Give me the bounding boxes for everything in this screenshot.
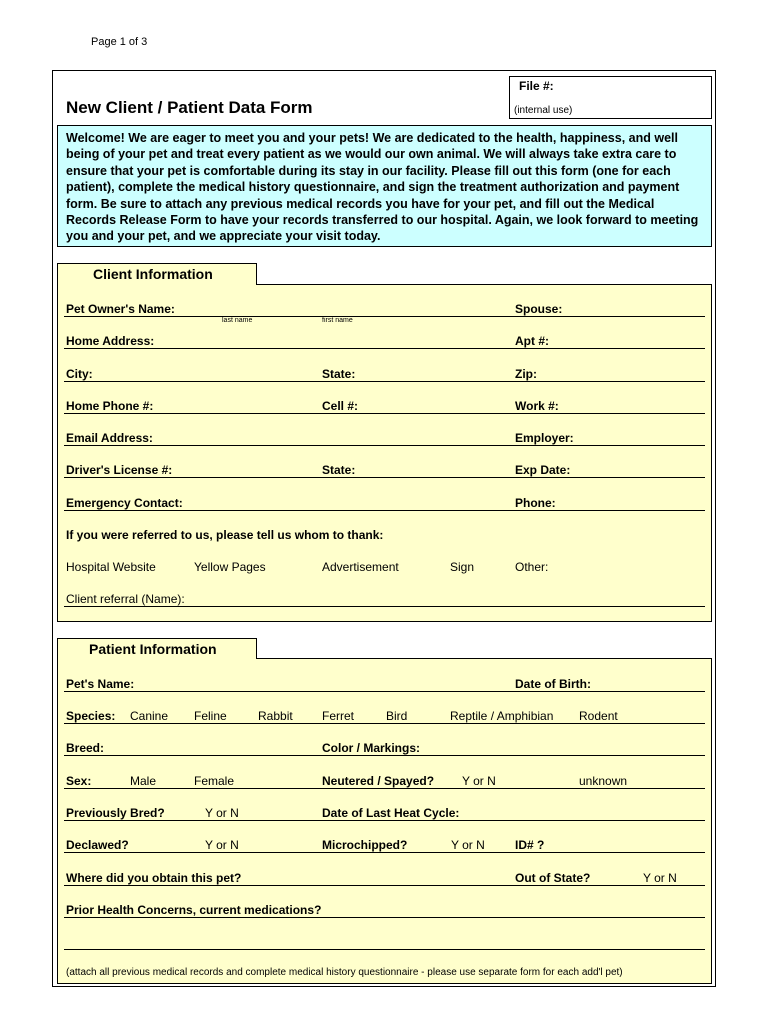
color-label: Color / Markings: bbox=[322, 741, 421, 755]
species-rodent[interactable]: Rodent bbox=[579, 709, 618, 723]
emergency-contact-label: Emergency Contact: bbox=[66, 496, 183, 510]
client-heading: Client Information bbox=[93, 266, 213, 282]
species-bird[interactable]: Bird bbox=[386, 709, 408, 723]
client-referral-label: Client referral (Name): bbox=[66, 592, 185, 606]
emergency-contact-field[interactable] bbox=[64, 510, 705, 511]
microchipped-label: Microchipped? bbox=[322, 838, 408, 852]
referral-option-yellow-pages[interactable]: Yellow Pages bbox=[194, 560, 266, 574]
referral-option-sign[interactable]: Sign bbox=[450, 560, 475, 574]
referral-option-website[interactable]: Hospital Website bbox=[66, 560, 156, 574]
file-number-box[interactable] bbox=[509, 76, 712, 119]
referral-option-other[interactable]: Other: bbox=[515, 560, 549, 574]
heat-cycle-label: Date of Last Heat Cycle: bbox=[322, 806, 460, 820]
prev-bred-field[interactable] bbox=[64, 820, 705, 821]
referral-question: If you were referred to us, please tell us whom to thank: bbox=[66, 528, 384, 542]
drivers-license-label: Driver's License #: bbox=[66, 463, 173, 477]
species-field[interactable] bbox=[64, 723, 705, 724]
exp-date-label: Exp Date: bbox=[515, 463, 571, 477]
home-address-label: Home Address: bbox=[66, 334, 155, 348]
breed-field[interactable] bbox=[64, 755, 705, 756]
drivers-license-field[interactable] bbox=[64, 477, 705, 478]
owner-name-field[interactable] bbox=[64, 316, 705, 317]
owner-name-label: Pet Owner's Name: bbox=[66, 302, 175, 316]
sex-male[interactable]: Male bbox=[130, 774, 157, 788]
neutered-unknown[interactable]: unknown bbox=[579, 774, 628, 788]
first-name-caption: first name bbox=[322, 317, 353, 324]
page-number: Page 1 of 3 bbox=[91, 36, 148, 48]
referral-option-advertisement[interactable]: Advertisement bbox=[322, 560, 399, 574]
employer-label: Employer: bbox=[515, 431, 574, 445]
home-address-field[interactable] bbox=[64, 348, 705, 349]
species-label: Species: bbox=[66, 709, 116, 723]
obtain-field[interactable] bbox=[64, 885, 705, 886]
dob-label: Date of Birth: bbox=[515, 677, 591, 691]
work-label: Work #: bbox=[515, 399, 559, 413]
patient-section bbox=[57, 658, 712, 984]
email-label: Email Address: bbox=[66, 431, 153, 445]
form-title: New Client / Patient Data Form bbox=[66, 98, 313, 117]
species-reptile[interactable]: Reptile / Amphibian bbox=[450, 709, 554, 723]
prev-bred-label: Previously Bred? bbox=[66, 806, 165, 820]
email-field[interactable] bbox=[64, 445, 705, 446]
client-referral-field[interactable] bbox=[64, 606, 705, 607]
state-label: State: bbox=[322, 367, 356, 381]
species-canine[interactable]: Canine bbox=[130, 709, 169, 723]
sex-field[interactable] bbox=[64, 788, 705, 789]
id-number-label: ID# ? bbox=[515, 838, 545, 852]
patient-heading: Patient Information bbox=[89, 641, 217, 657]
sex-label: Sex: bbox=[66, 774, 92, 788]
zip-label: Zip: bbox=[515, 367, 537, 381]
species-feline[interactable]: Feline bbox=[194, 709, 227, 723]
client-heading-tab bbox=[57, 263, 257, 285]
neutered-yes-no[interactable]: Y or N bbox=[462, 774, 496, 788]
species-rabbit[interactable]: Rabbit bbox=[258, 709, 293, 723]
spouse-label: Spouse: bbox=[515, 302, 563, 316]
out-of-state-label: Out of State? bbox=[515, 871, 591, 885]
prior-health-field-1[interactable] bbox=[64, 917, 705, 918]
prev-bred-yes-no[interactable]: Y or N bbox=[205, 806, 239, 820]
declawed-field[interactable] bbox=[64, 852, 705, 853]
file-number-label: File #: bbox=[519, 79, 554, 93]
welcome-text: Welcome! We are eager to meet you and your pets! We are dedicated to the health, happiness, and well being of your pet and treat every patient as we would our own animal. We will always take extra care to ensure that your pet is comfortable during its stay in our facility. Please fill out this form (one for each patient), complete the medical history questionnaire, and sign the treatment authorization and payment form. Be sure to attach any previous medical records you have for your pet, and fill out the Medical Records Release Form to have your records transferred to our hospital. Again, we look forward to meeting you and your pet, and we appreciate your visit today. bbox=[66, 131, 699, 244]
prior-health-field-2[interactable] bbox=[64, 949, 705, 950]
file-number-note: (internal use) bbox=[514, 105, 573, 116]
pets-name-label: Pet's Name: bbox=[66, 677, 135, 691]
out-of-state-yes-no[interactable]: Y or N bbox=[643, 871, 677, 885]
city-field[interactable] bbox=[64, 381, 705, 382]
prior-health-label: Prior Health Concerns, current medications? bbox=[66, 903, 322, 917]
cell-label: Cell #: bbox=[322, 399, 359, 413]
species-ferret[interactable]: Ferret bbox=[322, 709, 355, 723]
phone-field[interactable] bbox=[64, 413, 705, 414]
apt-label: Apt #: bbox=[515, 334, 549, 348]
sex-female[interactable]: Female bbox=[194, 774, 235, 788]
dl-state-label: State: bbox=[322, 463, 356, 477]
declawed-yes-no[interactable]: Y or N bbox=[205, 838, 239, 852]
home-phone-label: Home Phone #: bbox=[66, 399, 154, 413]
neutered-label: Neutered / Spayed? bbox=[322, 774, 435, 788]
breed-label: Breed: bbox=[66, 741, 105, 755]
last-name-caption: last name bbox=[222, 317, 253, 324]
emergency-phone-label: Phone: bbox=[515, 496, 556, 510]
footer-note: (attach all previous medical records and complete medical history questionnaire - please use separate form for each add'l pet) bbox=[66, 967, 623, 978]
obtain-label: Where did you obtain this pet? bbox=[66, 871, 242, 885]
patient-heading-tab bbox=[57, 638, 257, 659]
city-label: City: bbox=[66, 367, 93, 381]
welcome-box bbox=[57, 125, 712, 247]
microchipped-yes-no[interactable]: Y or N bbox=[451, 838, 485, 852]
declawed-label: Declawed? bbox=[66, 838, 129, 852]
pets-name-field[interactable] bbox=[64, 691, 705, 692]
